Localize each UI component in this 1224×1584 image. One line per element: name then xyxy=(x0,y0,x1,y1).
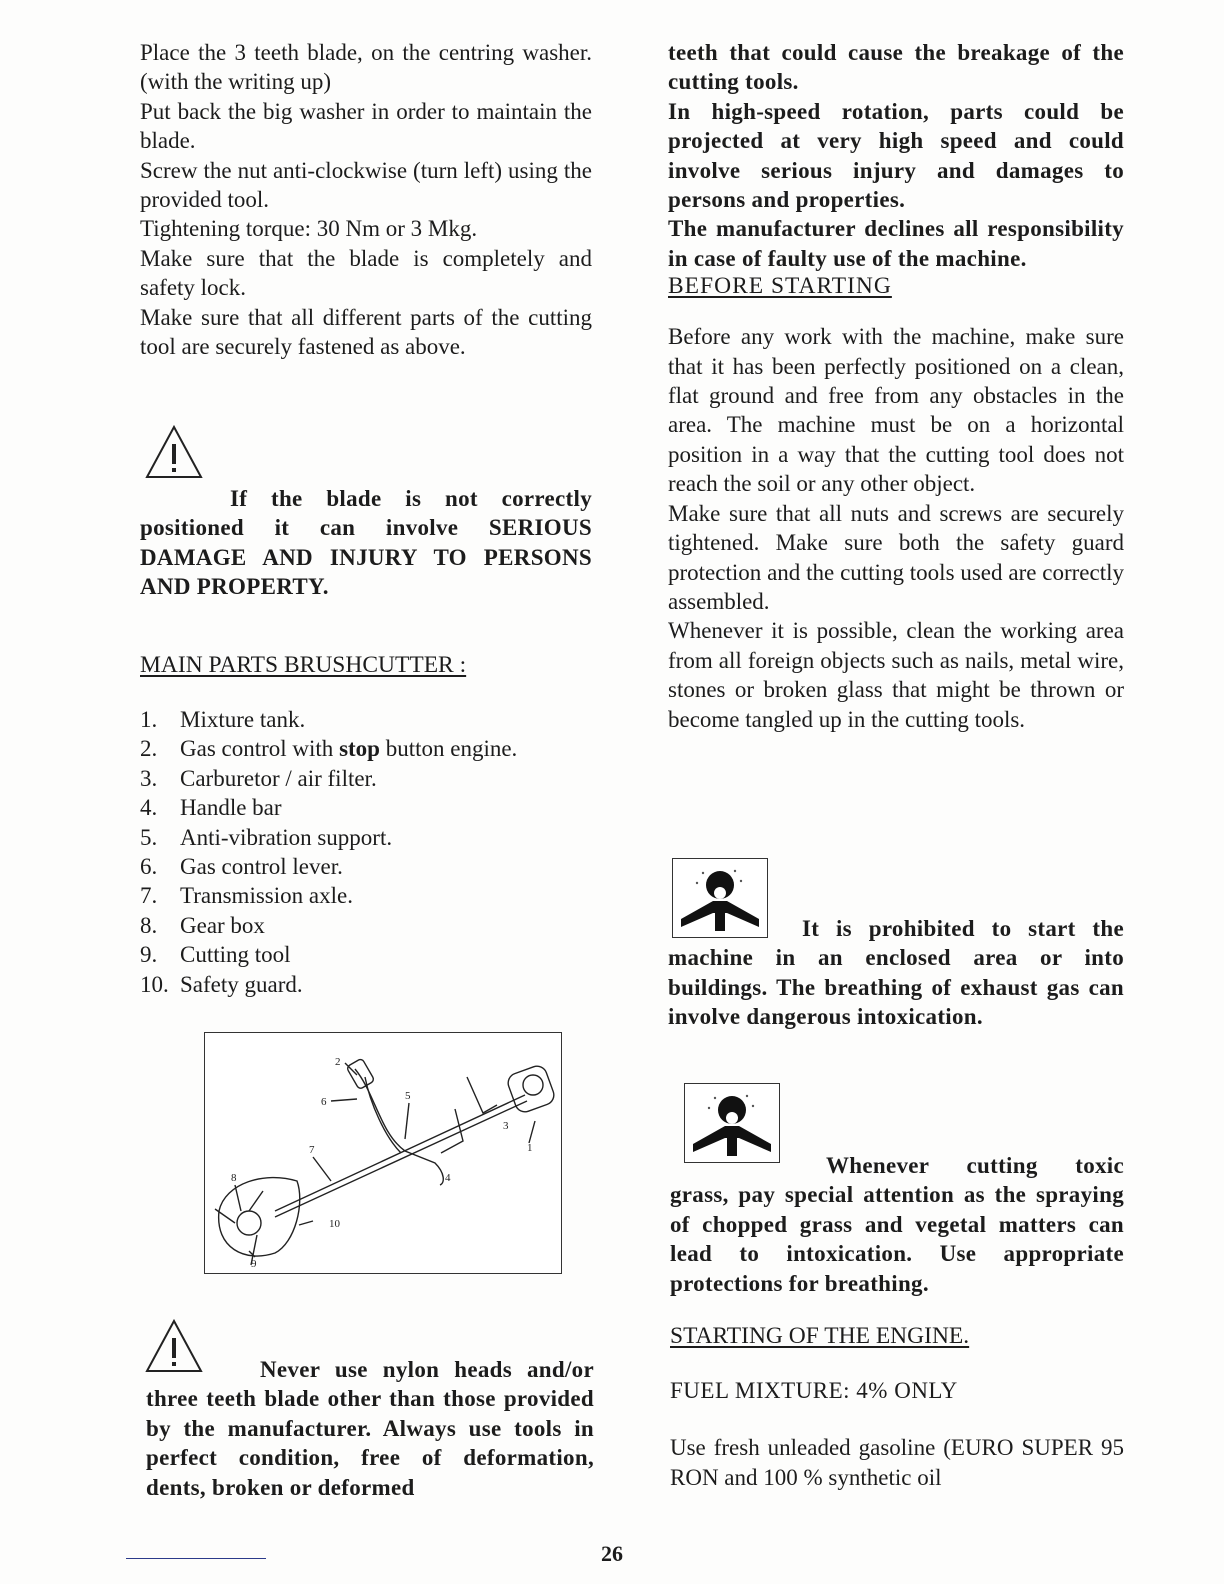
main-parts-heading: MAIN PARTS BRUSHCUTTER : xyxy=(140,652,467,678)
diagram-label-3: 3 xyxy=(503,1120,509,1132)
diagram-label-4: 4 xyxy=(445,1172,451,1184)
list-item: 3. Carburetor / air filter. xyxy=(140,765,377,791)
starting-section xyxy=(670,1323,1124,1492)
list-item: 4. Handle bar xyxy=(140,795,282,821)
right-column xyxy=(668,38,1124,734)
brushcutter-diagram xyxy=(204,1032,562,1274)
instruction-blade-lock: Make sure that the blade is completely and safety lock. xyxy=(140,245,592,301)
list-item: 8. Gear box xyxy=(140,912,265,938)
manufacturer-disclaimer: The manufacturer declines all responsibility in case of faulty use of the machine. xyxy=(668,216,1124,271)
warning-blade-text: If the blade is not correctly positioned it can involve SERIOUS DAMAGE AND INJURY TO PERSONS AND PROPERTY. xyxy=(140,486,592,600)
warning-tools-text: Never use nylon heads and/or three teeth blade other than those provided by the manufacturer. Always use tools in perfect condition, free of deformation, dents, broken or deformed xyxy=(146,1357,594,1500)
diagram-label-1: 1 xyxy=(527,1142,533,1154)
before-starting-heading: BEFORE STARTING xyxy=(668,273,892,300)
fuel-mixture-text: Use fresh unleaded gasoline (EURO SUPER 95 RON and 100 % synthetic oil xyxy=(670,1435,1124,1490)
before-starting-p1: Before any work with the machine, make sure that it has been perfectly positioned on a clean, flat ground and free from any obstacles in the area. The machine must be on a horizontal position in a way that the cutting tool does not reach the soil or any other object. xyxy=(668,324,1124,497)
left-column xyxy=(140,38,592,361)
warning-enclosed-text: It is prohibited to start the machine in an enclosed area or into buildings. The breathing of exhaust gas can involve dangerous intoxication. xyxy=(668,916,1124,1030)
page-number: 26 xyxy=(601,1541,623,1566)
list-item: 7. Transmission axle. xyxy=(140,883,353,909)
main-parts-section xyxy=(140,652,592,999)
diagram-label-5: 5 xyxy=(405,1090,411,1102)
diagram-label-2: 2 xyxy=(335,1056,341,1068)
fuel-mixture-heading: FUEL MIXTURE: 4% ONLY xyxy=(670,1378,958,1403)
list-item: 10. Safety guard. xyxy=(140,971,303,997)
instruction-fastened: Make sure that all different parts of the cutting tool are securely fastened as above. xyxy=(140,304,592,360)
list-item: 2. Gas control with stop button engine. xyxy=(140,736,518,762)
list-item: 1. Mixture tank. xyxy=(140,707,306,732)
list-item: 6. Gas control lever. xyxy=(140,854,343,880)
warning-triangle-icon xyxy=(144,424,204,480)
warning-tools-block xyxy=(146,1355,594,1502)
instruction-place-blade: Place the 3 teeth blade, on the centring washer. (with the writing up) xyxy=(140,40,592,95)
diagram-label-6: 6 xyxy=(321,1096,327,1108)
diagram-label-9: 9 xyxy=(251,1258,257,1270)
rotation-warning-text: In high-speed rotation, parts could be projected at very high speed and could involve serious injury and damages to persons and properties. xyxy=(668,98,1124,213)
footnote-divider xyxy=(126,1558,266,1559)
continued-teeth-text: teeth that could cause the breakage of the cutting tools. xyxy=(668,40,1124,95)
diagram-label-7: 7 xyxy=(309,1144,315,1156)
instruction-screw-nut: Screw the nut anti-clockwise (turn left) using the provided tool. xyxy=(140,157,592,213)
parts-list xyxy=(140,705,592,999)
before-starting-p3: Whenever it is possible, clean the working area from all foreign objects such as nails, metal wire, stones or broken glass that might be thrown or become tangled up in the cutting tools. xyxy=(668,618,1124,732)
diagram-label-8: 8 xyxy=(231,1172,237,1184)
brushcutter-illustration xyxy=(205,1033,561,1273)
warning-toxic-text: Whenever cutting toxic grass, pay special attention as the spraying of chopped grass and vegetal matters can lead to intoxication. Use appropriate protections for breathing. xyxy=(670,1153,1124,1296)
starting-engine-heading: STARTING OF THE ENGINE. xyxy=(670,1323,970,1349)
warning-toxic-block xyxy=(670,1151,1124,1298)
diagram-label-10: 10 xyxy=(329,1218,340,1230)
warning-blade-block xyxy=(140,484,592,602)
list-item: 9. Cutting tool xyxy=(140,942,291,968)
list-item: 5. Anti-vibration support. xyxy=(140,824,393,850)
before-starting-p2: Make sure that all nuts and screws are securely tightened. Make sure both the safety guard protection and the cutting tools used are correctly assembled. xyxy=(668,500,1124,614)
instruction-big-washer: Put back the big washer in order to maintain the blade. xyxy=(140,98,592,154)
instruction-torque: Tightening torque: 30 Nm or 3 Mkg. xyxy=(140,216,478,242)
warning-enclosed-block xyxy=(668,914,1124,1032)
